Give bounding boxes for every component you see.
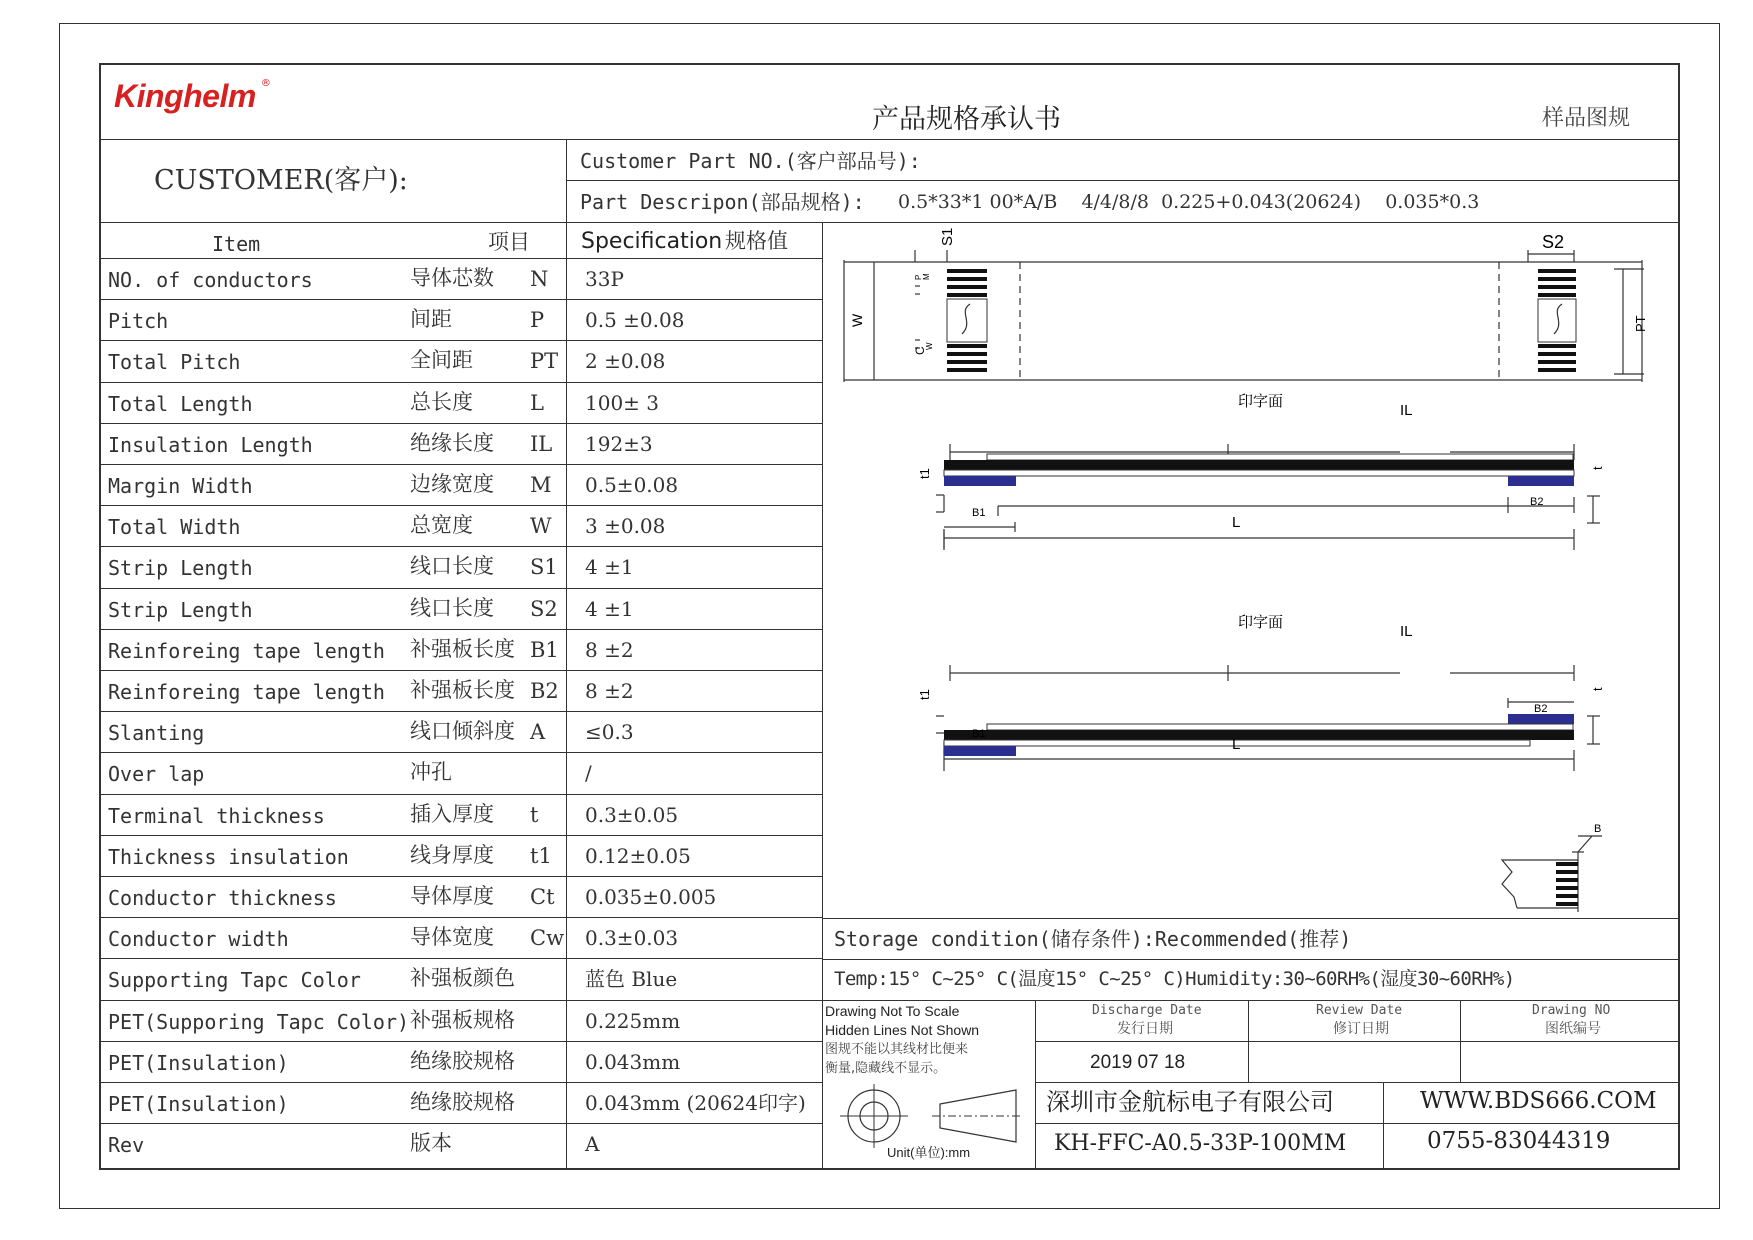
- spec-item-cn: 补强板规格: [410, 1008, 515, 1032]
- dim-p-label: P: [914, 274, 923, 280]
- dim-pt-label: PT: [1633, 315, 1648, 332]
- spec-value: 4 ±1: [585, 597, 634, 621]
- spec-item-cn: 总长度: [410, 390, 473, 414]
- spec-item-en: PET(Insulation): [108, 1092, 289, 1116]
- spec-value: ≤0.3: [585, 720, 634, 744]
- spec-item-en: Insulation Length: [108, 433, 313, 457]
- spec-value: 33P: [585, 267, 624, 291]
- registered-mark-icon: ®: [260, 78, 271, 89]
- spec-item-cn: 冲孔: [410, 760, 452, 784]
- spec-item-cn: 补强板颜色: [410, 966, 515, 990]
- spec-value: 4 ±1: [585, 555, 634, 579]
- spec-item-cn: 绝缘长度: [410, 431, 494, 455]
- spec-value: 2 ±0.08: [585, 349, 666, 373]
- row-rule: [99, 958, 822, 959]
- part-desc-label: Part Descripon(部品规格):: [580, 190, 865, 214]
- rule: [1248, 1000, 1249, 1082]
- spec-item-cn: 线口长度: [410, 596, 494, 620]
- spec-item-en: Supporting Tapc Color: [108, 968, 361, 992]
- storage-condition: Storage condition(储存条件):Recommended(推荐): [834, 927, 1352, 951]
- spec-item-cn: 线口倾斜度: [410, 719, 515, 743]
- rule: [1035, 1000, 1036, 1170]
- dim-cw-label: W: [925, 342, 934, 350]
- spec-item-cn: 边缘宽度: [410, 472, 494, 496]
- row-rule: [99, 423, 822, 424]
- stiffener-b2-top: [1508, 714, 1574, 724]
- row-rule: [99, 876, 822, 877]
- row-rule: [99, 382, 822, 383]
- spec-item-symbol: t1: [530, 844, 552, 868]
- dim-b2-label-2: B2: [1534, 703, 1548, 715]
- spec-item-en: Terminal thickness: [108, 804, 325, 828]
- company-name: 深圳市金航标电子有限公司: [1046, 1088, 1334, 1116]
- dim-t1-label: t1: [917, 468, 932, 479]
- dim-l-label: L: [1232, 514, 1241, 531]
- spec-item-symbol: B1: [530, 638, 559, 662]
- spec-value: 8 ±2: [585, 638, 634, 662]
- spec-item-en: Pitch: [108, 309, 169, 333]
- rule: [1035, 1041, 1680, 1042]
- row-rule: [99, 505, 822, 506]
- row-rule: [99, 711, 822, 712]
- spec-item-en: Conductor width: [108, 927, 289, 951]
- discharge-date-label: Discharge Date: [1092, 1003, 1202, 1018]
- dim-b1-label: B1: [972, 507, 986, 519]
- spec-item-cn: 绝缘胶规格: [410, 1049, 515, 1073]
- spec-item-cn: 导体宽度: [410, 925, 494, 949]
- detail-b-label: B: [1594, 823, 1602, 835]
- row-rule: [99, 258, 822, 259]
- cable-drawing: [822, 222, 1680, 918]
- table-header-spec: Specification: [581, 229, 723, 254]
- note-cn-1: 图规不能以其线材比便来: [825, 1042, 969, 1057]
- spec-value: 192±3: [585, 432, 653, 456]
- drawing-no-label: Drawing NO: [1532, 1003, 1611, 1018]
- spec-item-cn: 线身厚度: [410, 843, 494, 867]
- spec-item-symbol: P: [530, 308, 545, 332]
- spec-item-cn: 间距: [410, 307, 452, 331]
- spec-value: /: [585, 761, 592, 785]
- table-header-spec-cn: 规格值: [725, 229, 788, 253]
- logo: [114, 78, 271, 115]
- spec-item-symbol: L: [530, 391, 544, 415]
- rule: [1460, 1000, 1461, 1082]
- spec-value: 8 ±2: [585, 679, 634, 703]
- website: WWW.BDS666.COM: [1420, 1088, 1657, 1114]
- spec-item-symbol: t: [530, 803, 539, 827]
- dim-il-label-2: IL: [1400, 623, 1413, 640]
- dim-t-label: t: [1590, 466, 1605, 470]
- row-rule: [99, 917, 822, 918]
- spec-value: 100± 3: [585, 391, 660, 415]
- spec-item-cn: 补强板长度: [410, 678, 515, 702]
- rule: [99, 139, 1680, 140]
- dim-t1-label-2: t1: [917, 689, 932, 700]
- spec-item-en: Margin Width: [108, 474, 253, 498]
- dim-c-label: C: [913, 346, 927, 355]
- spec-value: 0.035±0.005: [585, 885, 717, 909]
- spec-item-en: NO. of conductors: [108, 268, 313, 292]
- rule: [822, 1000, 1680, 1001]
- spec-item-cn: 补强板长度: [410, 637, 515, 661]
- discharge-date-label-cn: 发行日期: [1117, 1021, 1173, 1037]
- note-drawing-not-to-scale: Drawing Not To Scale: [825, 1003, 960, 1019]
- dim-l-label-2: L: [1232, 736, 1241, 753]
- dim-t-label-2: t: [1590, 687, 1605, 691]
- rule: [1383, 1082, 1384, 1170]
- spec-item-symbol: IL: [530, 432, 553, 456]
- stiffener-b1-bottom: [944, 746, 1016, 756]
- spec-item-en: Reinforeing tape length: [108, 680, 385, 704]
- spec-item-en: PET(Supporing Tapc Color): [108, 1010, 410, 1034]
- spec-value: 0.3±0.05: [585, 803, 679, 827]
- row-rule: [99, 340, 822, 341]
- stiffener-b1: [944, 476, 1016, 486]
- spec-item-cn: 全间距: [410, 348, 473, 372]
- spec-item-en: Reinforeing tape length: [108, 639, 385, 663]
- spec-value: 蓝色 Blue: [585, 967, 678, 991]
- spec-item-symbol: Cw: [530, 926, 565, 950]
- spec-value: A: [585, 1132, 600, 1156]
- rule: [822, 959, 1680, 960]
- row-rule: [99, 835, 822, 836]
- spec-item-cn: 版本: [410, 1131, 452, 1155]
- unit-label: Unit(单位):mm: [887, 1145, 971, 1160]
- table-header-item: Item: [212, 232, 261, 256]
- spec-item-en: Slanting: [108, 721, 205, 745]
- spec-item-cn: 总宽度: [410, 513, 473, 537]
- spec-value: 3 ±0.08: [585, 514, 666, 538]
- spec-item-symbol: W: [530, 514, 552, 538]
- doc-type: 样品图规: [1542, 106, 1631, 131]
- dim-m-label: M: [922, 273, 931, 280]
- storage-temp: Temp:15° C~25° C(温度15° C~25° C)Humidity:30~60RH%(湿度30~60RH%): [834, 968, 1515, 990]
- rule: [1035, 1123, 1680, 1124]
- spec-item-symbol: Ct: [530, 885, 555, 909]
- review-date-label-cn: 修订日期: [1333, 1021, 1389, 1037]
- row-rule: [99, 752, 822, 753]
- spec-value: 0.12±0.05: [585, 844, 691, 868]
- spec-item-en: Total Length: [108, 392, 253, 416]
- spec-value: 0.043mm (20624印字): [585, 1091, 806, 1115]
- drawing-no-label-cn: 图纸编号: [1545, 1021, 1601, 1037]
- row-rule: [99, 1123, 822, 1124]
- spec-item-symbol: A: [530, 720, 546, 744]
- row-rule: [99, 1041, 822, 1042]
- dim-b1-label-2: B1: [972, 728, 986, 740]
- customer-label: CUSTOMER(客户):: [154, 165, 408, 196]
- row-rule: [99, 1082, 822, 1083]
- stiffener-b2: [1508, 476, 1574, 486]
- row-rule: [99, 670, 822, 671]
- spec-item-en: Total Width: [108, 515, 241, 539]
- spec-item-en: Total Pitch: [108, 350, 241, 374]
- spec-item-cn: 绝缘胶规格: [410, 1090, 515, 1114]
- logo-text: Kinghelm: [114, 78, 256, 114]
- spec-item-symbol: S2: [530, 597, 558, 621]
- dim-s2-label: S2: [1542, 232, 1565, 252]
- spec-item-cn: 导体芯数: [410, 266, 494, 290]
- row-rule: [99, 546, 822, 547]
- spec-item-en: Conductor thickness: [108, 886, 337, 910]
- row-rule: [99, 1000, 822, 1001]
- spec-item-symbol: PT: [530, 349, 559, 373]
- spec-item-symbol: B2: [530, 679, 559, 703]
- table-header-item-cn: 项目: [488, 230, 530, 254]
- part-desc-value: 0.5*33*1 00*A/B 4/4/8/8 0.225+0.043(20624) 0.035*0.3: [898, 191, 1480, 213]
- row-rule: [99, 794, 822, 795]
- spec-item-cn: 线口长度: [410, 554, 494, 578]
- spec-item-en: Thickness insulation: [108, 845, 349, 869]
- discharge-date-value: 2019 07 18: [1090, 1052, 1186, 1073]
- conductor-layer-1: [944, 460, 1574, 470]
- spec-value: 0.043mm: [585, 1050, 681, 1074]
- spec-item-symbol: S1: [530, 555, 558, 579]
- part-number: KH-FFC-A0.5-33P-100MM: [1054, 1131, 1347, 1156]
- rule: [822, 918, 1680, 919]
- detail-b-stripes: [1556, 862, 1578, 906]
- spec-item-cn: 导体厚度: [410, 884, 494, 908]
- customer-part-no-label: Customer Part NO.(客户部品号):: [580, 149, 921, 173]
- spec-value: 0.225mm: [585, 1009, 681, 1033]
- doc-title: 产品规格承认书: [872, 104, 1061, 135]
- note-cn-2: 衡量,隐藏线不显示。: [825, 1061, 947, 1076]
- dim-b2-label: B2: [1530, 496, 1544, 508]
- rule: [1035, 1082, 1680, 1083]
- spec-item-cn: 插入厚度: [410, 802, 494, 826]
- conductor-layer-2: [944, 730, 1574, 740]
- row-rule: [99, 629, 822, 630]
- rule: [566, 180, 1680, 181]
- dim-il-label: IL: [1400, 402, 1413, 419]
- review-date-label: Review Date: [1316, 1003, 1403, 1018]
- spec-item-en: Over lap: [108, 762, 205, 786]
- spec-item-symbol: M: [530, 473, 552, 497]
- spec-value: 0.5±0.08: [585, 473, 679, 497]
- spec-value: 0.5 ±0.08: [585, 308, 685, 332]
- spec-item-en: Strip Length: [108, 598, 253, 622]
- dim-w-label: W: [849, 313, 865, 327]
- row-rule: [99, 299, 822, 300]
- spec-item-symbol: N: [530, 267, 549, 291]
- row-rule: [99, 588, 822, 589]
- spec-item-en: PET(Insulation): [108, 1051, 289, 1075]
- print-face-label: 印字面: [1238, 393, 1284, 410]
- phone-number: 0755-83044319: [1427, 1128, 1611, 1154]
- spec-item-en: Rev: [108, 1133, 145, 1157]
- spec-value: 0.3±0.03: [585, 926, 679, 950]
- rule: [566, 222, 567, 1170]
- note-hidden-lines: Hidden Lines Not Shown: [825, 1022, 980, 1038]
- row-rule: [99, 464, 822, 465]
- spec-item-en: Strip Length: [108, 556, 253, 580]
- dim-s1-label: S1: [939, 227, 956, 246]
- print-face-label-2: 印字面: [1238, 614, 1284, 631]
